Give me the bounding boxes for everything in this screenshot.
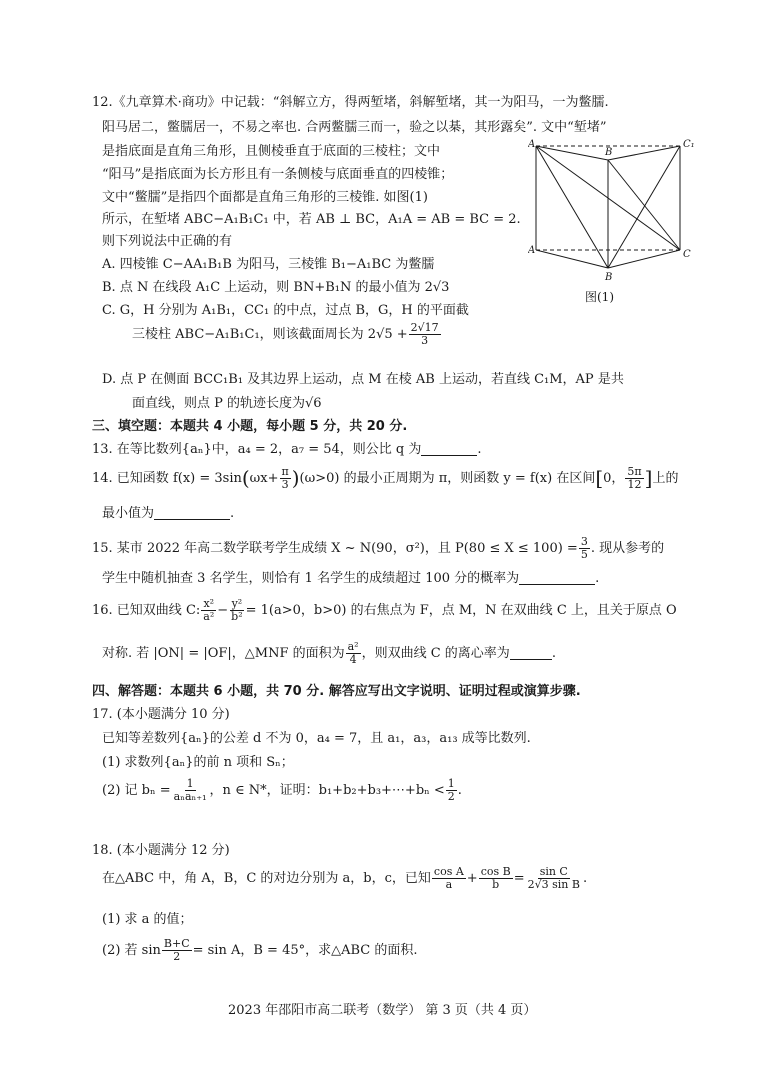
q18-sinC-den: 2√3 sin B [527,877,580,891]
q16-text-b: = 1(a>0，b>0) 的右焦点为 F，点 M，N 在双曲线 C 上，且关于原点 O [245,602,677,618]
q18-cosB-num: cos B [480,865,511,878]
q14-text-e: 上的 [652,470,679,486]
q14-text-c: (ω>0) 的最小正周期为 π，则函数 y = f(x) 在区间 [299,470,596,486]
edge-b1-c1 [608,146,680,160]
q12-line-1: 12.《九章算术·商功》中记载：“斜解立方，得两堑堵，斜解堑堵，其一为阳马，一为鳖臑. [92,95,609,110]
q17-half-den: 2 [447,789,455,803]
q12-line-5: 文中“鳖臑”是指四个面都是直角三角形的三棱锥. 如图(1) [102,190,428,205]
q18-heading: 18. (本小题满分 12 分) [92,843,230,858]
diag-b1-c [608,160,680,250]
q17-bn-den: aₙaₙ₊₁ [173,789,207,803]
q12-option-c-text: 三棱柱 ABC−A₁B₁C₁，则该截面周长为 2√5 + [132,326,408,342]
q15-fraction [579,536,590,560]
q18-dot: . [582,870,588,886]
q14-interval-fraction [625,466,643,490]
label-c: C [683,249,691,260]
q16-x-fraction [201,598,216,622]
q13 [92,443,482,456]
q14-pi-num: π [281,465,289,478]
q14-paren-close: ) [291,466,300,491]
q14-text-b: ωx+ [249,470,279,486]
q14-period: . [230,506,235,521]
q12-option-c-fraction [409,322,441,346]
q12-option-c-line-2 [132,322,442,346]
q16-area-fraction [346,641,361,665]
q12-line-2: 阳马居二，鳖臑居一，不易之率也. 合两鳖臑三而一，验之以棊，其形露矣”. 文中“堑堵” [102,120,607,135]
q14-int-num: 5π [627,465,642,478]
q18-half-angle-num: B+C [163,937,190,950]
q12-option-a: A. 四棱锥 C−AA₁B₁B 为阳马，三棱锥 B₁−A₁BC 为鳖臑 [102,257,435,272]
q12-line-4: “阳马”是指底面为长方形且有一条侧棱与底面垂直的四棱锥； [102,167,454,182]
q17-line-1: 已知等差数列{aₙ}的公差 d 不为 0，a₄ = 7，且 a₁，a₃，a₁₃ 成等比数列. [102,731,531,746]
q12-line-6: 所示，在堑堵 ABC−A₁B₁C₁ 中，若 AB ⊥ BC，A₁A = AB = BC = 2. [102,212,521,227]
q15-line-2 [102,572,599,585]
q14-int-den: 12 [627,477,642,491]
q17-bn-num: 1 [186,777,194,790]
label-a1: A [528,245,536,256]
q16-x-den: a² [203,609,215,623]
q17-p2-text-b: ，n ∈ N*，证明：b₁+b₂+b₃+⋯+bₙ < [209,782,445,798]
q15-period: . [595,571,600,586]
q16-answer-blank[interactable] [510,647,552,660]
prism-figure [528,138,718,290]
q17-heading: 17. (本小题满分 10 分) [92,707,230,722]
edge-a1-b [536,250,608,268]
edge-b-c [608,250,680,268]
q16-area-den: 4 [349,652,357,666]
q16-x-num: x² [203,597,215,610]
q13-answer-blank[interactable] [421,443,477,456]
page-footer: 2023 年邵阳市高二联考（数学） 第 3 页（共 4 页） [228,1003,537,1018]
q17-p2-text-c: . [457,782,462,798]
q14-paren-open: ( [241,466,250,491]
q14-pi-den: 3 [281,477,289,491]
q14-text-d: 0， [603,470,625,486]
q18-sinC-fraction [526,866,582,890]
section-3-heading: 三、填空题：本题共 4 小题，每小题 5 分，共 20 分. [92,419,408,434]
label-b1: B [605,147,613,158]
q14-text-l2: 最小值为 [102,506,155,521]
label-c1: C₁ [683,139,695,150]
q18-cosA-fraction [432,866,466,890]
q14-bracket-close: ] [644,466,653,491]
q12-option-b: B. 点 N 在线段 A₁C 上运动，则 BN+B₁N 的最小值为 2√3 [102,280,450,295]
q12-option-d-line-2: 面直线，则点 P 的轨迹长度为√6 [132,396,322,411]
q15-line-1 [92,536,664,560]
q15-text-a: 15. 某市 2022 年高二数学联考学生成绩 X ~ N(90，σ²)，且 P(80 ≤ X ≤ 100) = [92,540,578,556]
q12-line-7: 则下列说法中正确的有 [102,234,233,249]
q16-y-num: y² [231,597,243,610]
edge-a-b1 [536,146,608,160]
q18-part-2 [102,938,418,962]
q17-part-1: (1) 求数列{aₙ}的前 n 项和 Sₙ； [102,755,294,770]
q14-answer-blank[interactable] [154,507,230,520]
q16-line-2 [102,641,556,665]
q15-text-l2: 学生中随机抽查 3 名学生，则恰有 1 名学生的成绩超过 100 分的概率为 [102,571,520,586]
q18-equals: = [513,870,525,886]
q18-p2-text-b: = sin A，B = 45°，求△ABC 的面积. [192,942,418,958]
q13-period: . [477,442,482,457]
q12-option-c-fraction-den: 3 [421,333,429,347]
q17-half-num: 1 [447,777,455,790]
q14-line-1 [92,466,678,490]
q12-line-3: 是指底面是直角三角形，且侧棱垂直于底面的三棱柱；文中 [102,144,441,159]
q18-sinC-num: sin C [539,865,568,878]
q16-text-a: 16. 已知双曲线 C: [92,602,201,618]
q18-cosA-den: a [445,877,453,891]
q16-y-fraction [229,598,244,622]
q18-half-angle-fraction [162,938,192,962]
q17-half-fraction [446,778,457,802]
q18-part-1: (1) 求 a 的值； [102,912,193,927]
q14-bracket-open: [ [595,466,604,491]
q18-plus: + [466,870,478,886]
q17-p2-text-a: (2) 记 bₙ = [102,782,171,798]
q16-line-1 [92,598,677,622]
q16-text-l2a: 对称. 若 |ON| = |OF|，△MNF 的面积为 [102,645,345,661]
q12-option-c-fraction-num: 2√17 [410,321,439,334]
q18-cosB-fraction [479,866,513,890]
label-a: A [528,139,536,150]
q16-minus: − [217,602,229,618]
figure-caption: 图(1) [585,290,614,304]
q15-num: 3 [580,535,588,548]
q17-bn-fraction [172,778,209,802]
q18-p2-text-a: (2) 若 sin [102,942,161,958]
q16-area-num: a² [347,640,359,653]
q15-den: 5 [580,547,588,561]
q18-half-angle-den: 2 [173,949,181,963]
q14-text-a: 14. 已知函数 f(x) = 3sin [92,470,242,486]
q16-text-l2b: ，则双曲线 C 的离心率为 [361,645,510,661]
q12-option-d-line-1: D. 点 P 在侧面 BCC₁B₁ 及其边界上运动，点 M 在棱 AB 上运动，若直线 C₁M，AP 是共 [102,372,624,387]
q16-y-den: b² [231,609,243,623]
q15-text-b: . 现从参考的 [590,540,665,556]
q15-answer-blank[interactable] [519,572,595,585]
q16-period: . [551,645,556,661]
q14-line-2 [102,507,234,520]
q18-line-1 [102,866,587,890]
q18-cosB-den: b [492,877,500,891]
q12-option-c-line-1: C. G，H 分别为 A₁B₁，CC₁ 的中点，过点 B，G，H 的平面截 [102,303,469,318]
q17-part-2 [102,778,462,802]
label-b: B [605,272,613,283]
q14-pi-fraction [280,466,291,490]
q18-text-a: 在△ABC 中，角 A，B，C 的对边分别为 a，b，c，已知 [102,870,431,886]
q13-text: 13. 在等比数列{aₙ}中，a₄ = 2，a₇ = 54，则公比 q 为 [92,442,422,457]
q18-cosA-num: cos A [433,865,464,878]
section-4-heading: 四、解答题：本题共 6 小题，共 70 分. 解答应写出文字说明、证明过程或演算步骤. [92,684,581,699]
